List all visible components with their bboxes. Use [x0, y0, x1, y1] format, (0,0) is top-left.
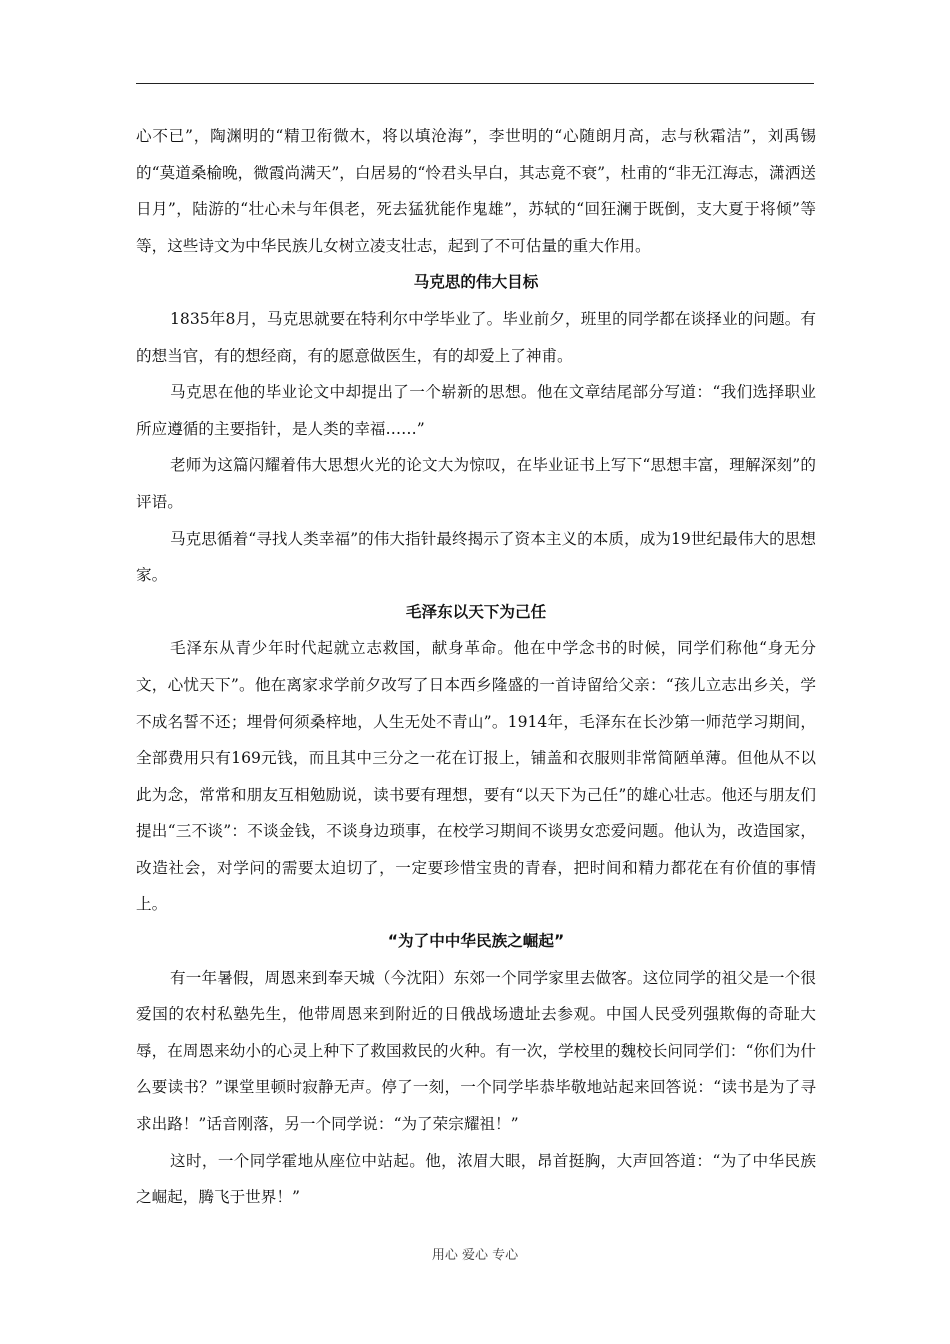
page-footer: 用心 爱心 专心 — [431, 1248, 519, 1263]
heading-zhou: “为了中中华民族之崛起” — [387, 932, 565, 951]
paragraph-zhou-story: 有一年暑假，周恩来到奉天城（今沈阳）东郊一个同学家里去做客。这位同学的祖父是一个很爱国的农村私塾先生，他带周恩来到附近的日俄战场遗址去参观。中国人民受列强欺侮的奇耻大辱，在周恩来幼小的心灵上种下了救国救民的火种。有一次，学校里的魏校长问同学们：“你们为什么要读书？”课堂里顿时寂静无声。停了一刻，一个同学毕恭毕敬地站起来回答说：“读书是为了寻求出路！”话音刚落，另一个同学说：“为了荣宗耀祖！” — [136, 968, 816, 1134]
paragraph-marx-legacy: 马克思循着“寻找人类幸福”的伟大指针最终揭示了资本主义的本质，成为19世纪最伟大的思想家。 — [136, 529, 816, 585]
paragraph-marx-teacher: 老师为这篇闪耀着伟大思想火光的论文大为惊叹，在毕业证书上写下“思想丰富，理解深刻”的评语。 — [136, 456, 816, 511]
paragraph-poems: 心不已”，陶渊明的“精卫衔微木，将以填沧海”，李世明的“心随朗月高，志与秋霜洁”，刘禹锡的“莫道桑榆晚，微霞尚满天”，白居易的“怜君头早白，其志竟不衰”，杜甫的“非无江海志，潇洒送日月”，陆游的“壮心未与年俱老，死去猛犹能作鬼雄”，苏轼的“回狂澜于既倒，支大夏于将倾”等等，这些诗文为中华民族儿女树立凌支壮志，起到了不可估量的重大作用。 — [136, 127, 816, 255]
heading-mao: 毛泽东以天下为己任 — [405, 602, 547, 621]
header-rule — [136, 83, 814, 84]
paragraph-zhou-answer: 这时，一个同学霍地从座位中站起。他，浓眉大眼，昂首挺胸，大声回答道：“为了中华民族之崛起，腾飞于世界！” — [136, 1151, 816, 1207]
paragraph-mao: 毛泽东从青少年时代起就立志救国，献身革命。他在中学念书的时候，同学们称他“身无分文，心忧天下”。他在离家求学前夕改写了日本西乡隆盛的一首诗留给父亲：“孩儿立志出乡关，学不成名誓不还；埋骨何须桑梓地，人生无处不青山”。1914年，毛泽东在长沙第一师范学习期间，全部费用只有169元钱，而且其中三分之一花在订报上，铺盖和衣服则非常简陋单薄。但他从不以此为念，常常和朋友互相勉励说，读书要有理想，要有“以天下为己任”的雄心壮志。他还与朋友们提出“三不谈”：不谈金钱，不谈身边琐事，在校学习期间不谈男女恋爱问题。他认为，改造国家，改造社会，对学问的需要太迫切了，一定要珍惜宝贵的青春，把时间和精力都花在有价值的事情上。 — [136, 639, 816, 914]
paragraph-marx-graduation: 1835年8月，马克思就要在特利尔中学毕业了。毕业前夕，班里的同学都在谈择业的问题。有的想当官，有的想经商，有的愿意做医生，有的却爱上了神甫。 — [136, 309, 816, 365]
heading-marx: 马克思的伟大目标 — [413, 273, 539, 292]
document-body — [136, 118, 816, 1216]
paragraph-marx-thesis: 马克思在他的毕业论文中却提出了一个崭新的思想。他在文章结尾部分写道：“我们选择职业所应遵循的主要指针，是人类的幸福……” — [136, 383, 816, 438]
